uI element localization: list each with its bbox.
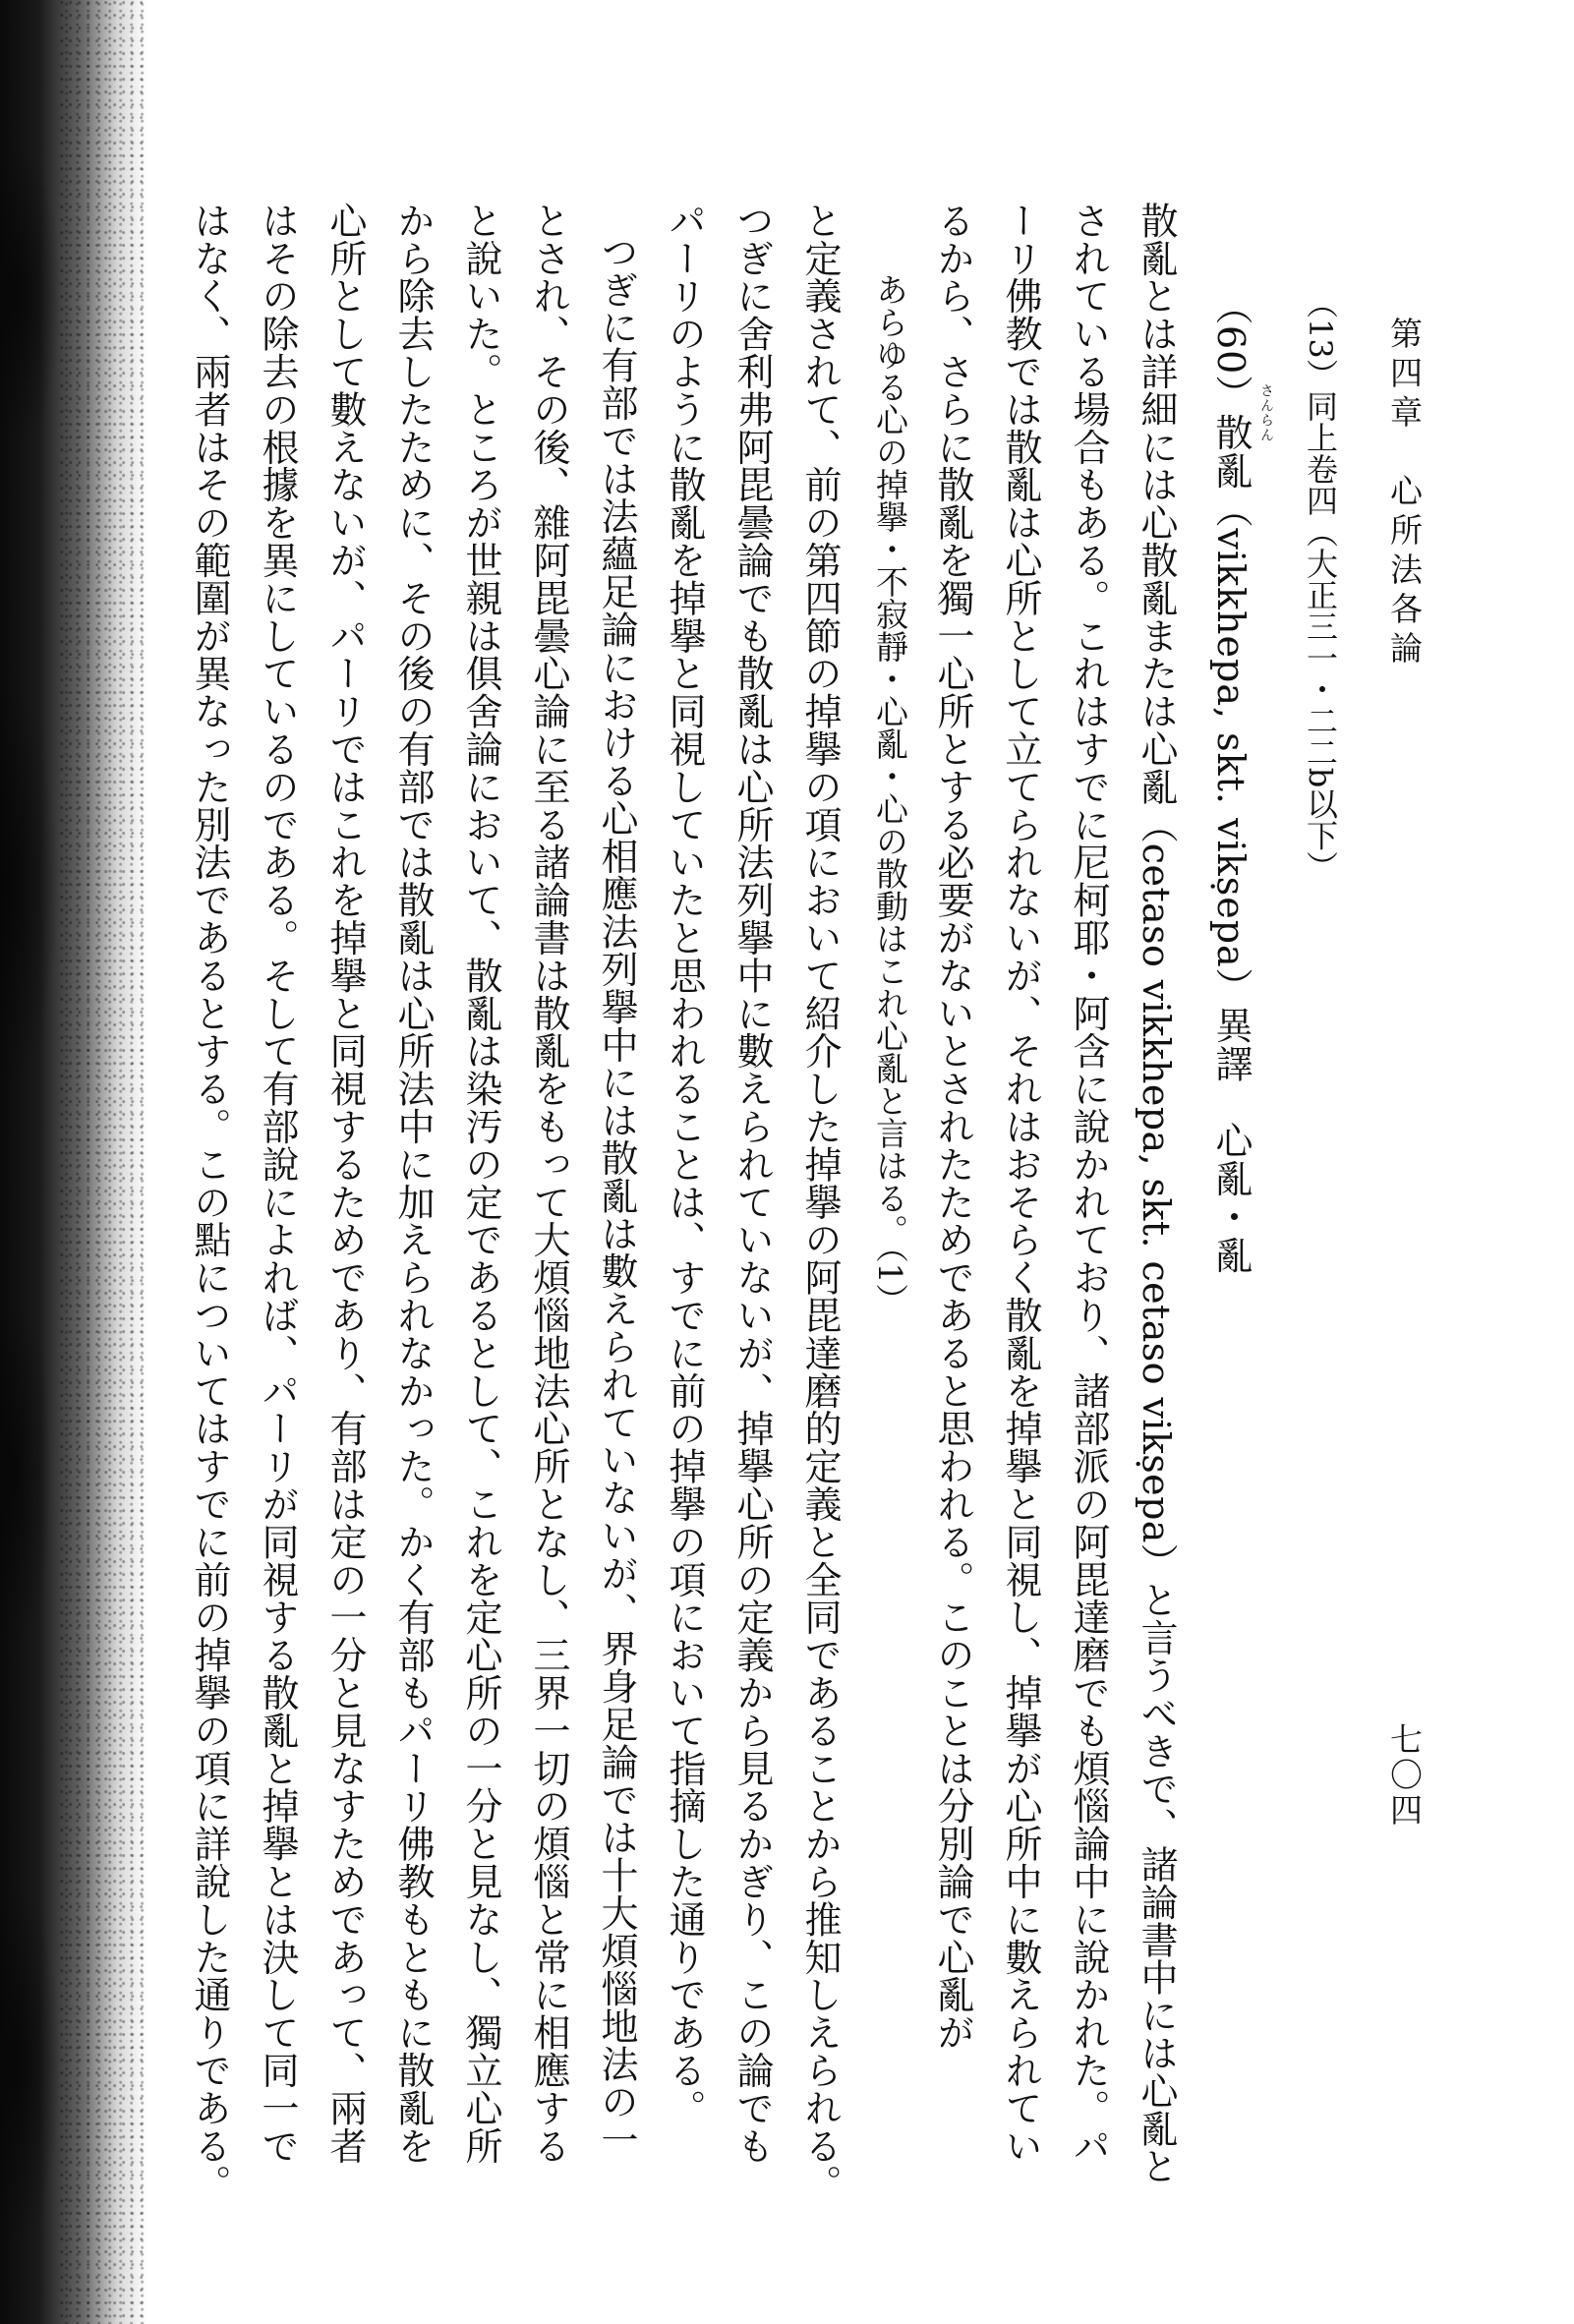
body-line-11: と說いた。ところが世親は俱舍論において、散亂は染汚の定であるとして、これを定心所の一分と見なし、獨立心所 [459, 202, 502, 2165]
entry-heading: （60）散亂（vikkhepa, skt. vikṣepa）異譯 心亂・亂 [1209, 287, 1253, 1275]
quoted-definition: あらゆる心の掉擧・不寂靜・心亂・心の散動はこれ心亂と言はる。（1） [871, 273, 909, 1316]
body-line-10: とされ、その後、雜阿毘曇心論に至る諸論書は散亂をもって大煩惱地法心所となし、三界一切の煩惱と常に相應する [527, 202, 570, 2165]
body-line-15: はなく、兩者はその範圍が異なった別法であるとする。この點についてはすでに前の掉擧の項に詳說した通りである。 [188, 202, 231, 2203]
body-line-2: されている場合もある。これはすでに尼柯耶・阿含に說かれており、諸部派の阿毘達磨でも煩惱論中に說かれた。パ [1067, 202, 1110, 2165]
body-line-7: つぎに舍利弗阿毘曇論でも散亂は心所法列擧中に數えられていないが、掉擧心所の定義から見るかぎり、この論でも [730, 202, 774, 2165]
chapter-header: 第四章 心所法各論 [1385, 317, 1424, 670]
body-line-6: と定義されて、前の第四節の掉擧の項において紹介した掉擧の阿毘達磨的定義と全同であることから推知しえられる。 [798, 202, 842, 2203]
body-line-13: 心所として數えないが、パーリではこれを掉擧と同視するためであり、有部は定の一分と見なすためであって、兩者 [323, 202, 367, 2165]
body-line-8: パーリのように散亂を掉擧と同視していたと思われることは、すでに前の掉擧の項において指摘した通りである。 [663, 202, 706, 2127]
page-number: 七〇四 [1385, 1722, 1424, 1829]
furigana-reading: さんらん [1258, 383, 1274, 442]
body-line-3: ーリ佛教では散亂は心所として立てられないが、それはおそらく散亂を掉擧と同視し、掉擧が心所中に數えられてい [999, 202, 1042, 2165]
footnote-citation: （13）同上卷四（大正三一・二二b以下） [1302, 287, 1339, 883]
scan-noise [59, 0, 147, 2324]
body-line-12: から除去したために、その後の有部では散亂は心所法中に加えられなかった。かく有部もパーリ佛教もともに散亂を [391, 202, 435, 2165]
body-line-9: つぎに有部では法蘊足論における心相應法列擧中には散亂は數えられていないが、界身足論では十大煩惱地法の一 [595, 233, 638, 2159]
body-line-1: 散亂とは詳細には心散亂または心亂（cetaso vikkhepa, skt. cetaso vikṣepa）と言うべきで、諸論書中には心亂と [1135, 202, 1178, 2185]
body-line-14: はその除去の根據を異にしているのである。そして有部說によれば、パーリが同視する散亂と掉擧とは決して同一で [256, 202, 299, 2165]
body-line-4: るから、さらに散亂を獨一心所とする必要がないとされたためであると思われる。このことは分別論で心亂が [931, 202, 974, 2052]
